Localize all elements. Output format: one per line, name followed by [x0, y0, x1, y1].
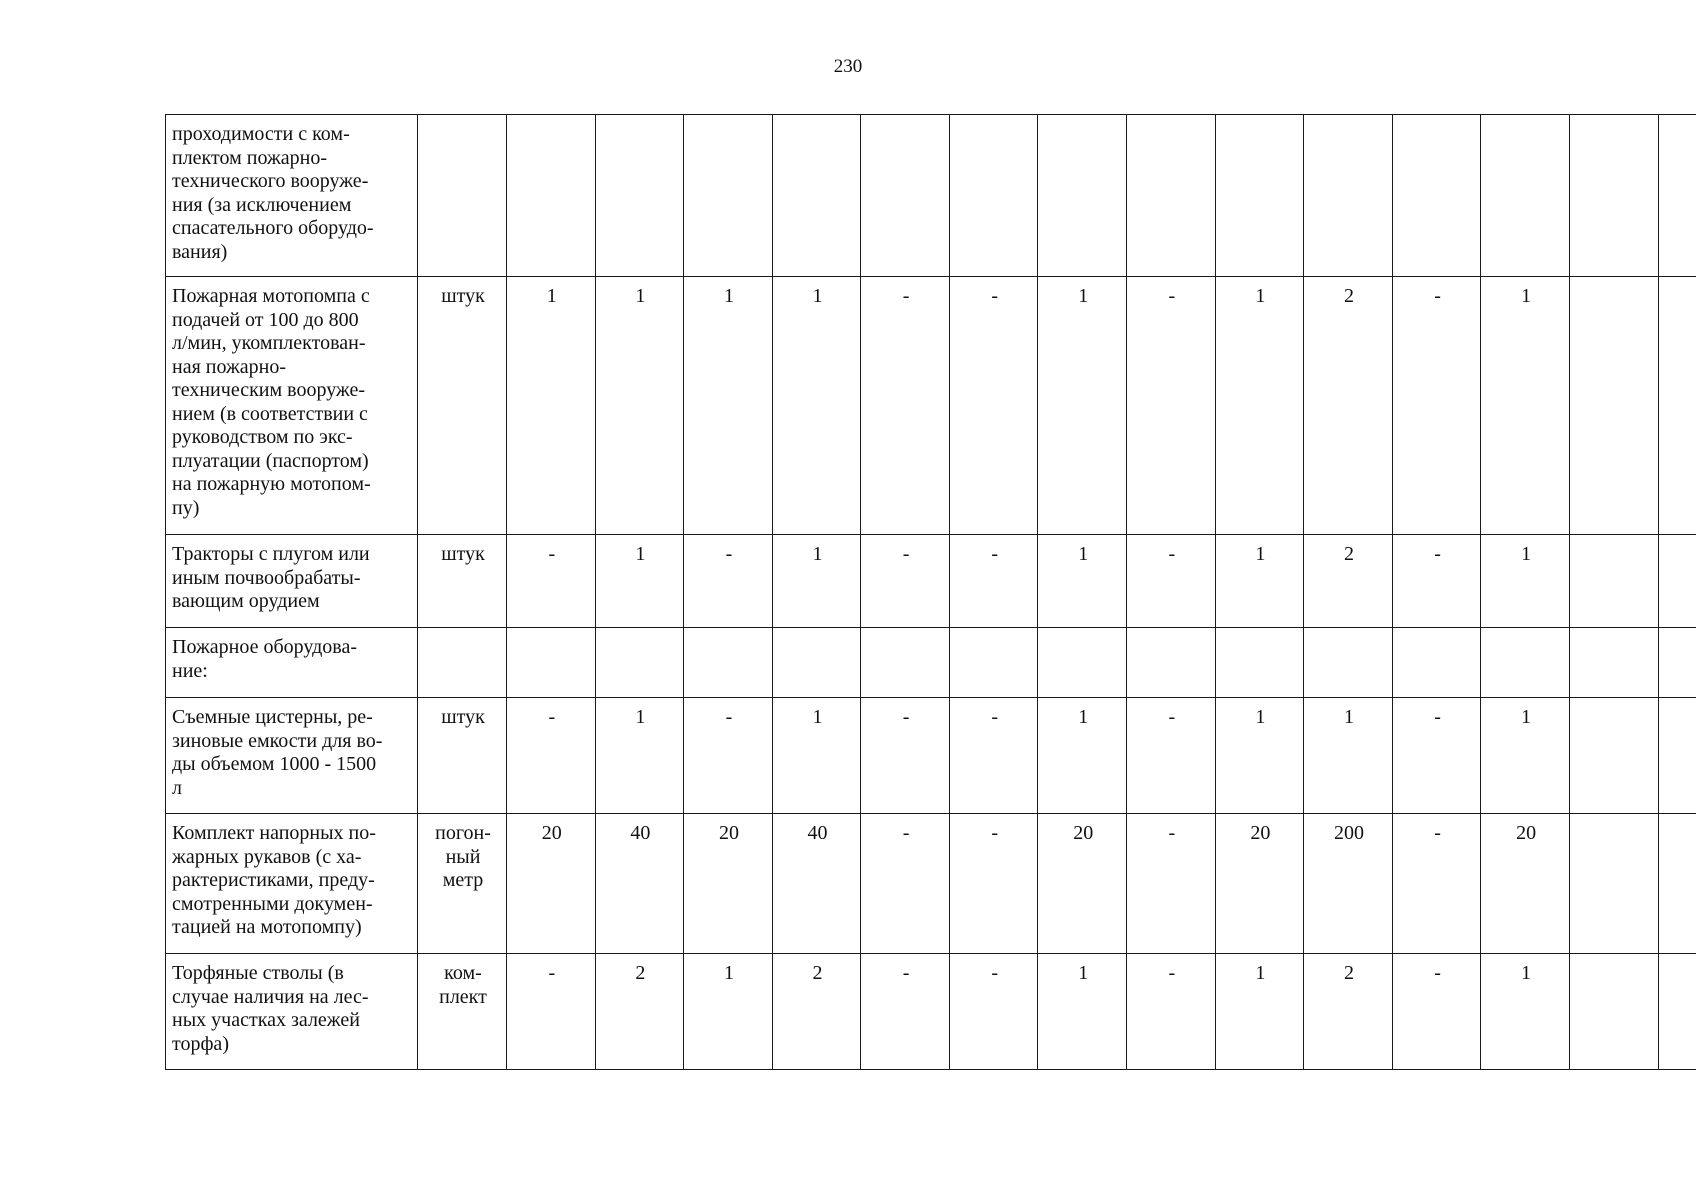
- value-cell: [1127, 628, 1216, 698]
- value-cell: [1392, 628, 1481, 698]
- value-cell: [772, 115, 861, 277]
- value-cell: [1304, 628, 1393, 698]
- value-cell: 1: [684, 277, 773, 535]
- value-cell: -: [507, 535, 596, 628]
- value-cell: 1: [1038, 698, 1127, 814]
- value-cell: [595, 115, 684, 277]
- value-cell: [1569, 814, 1658, 954]
- value-cell: -: [861, 277, 950, 535]
- value-cell: 1: [1215, 954, 1304, 1070]
- value-cell: [1569, 277, 1658, 535]
- item-name-cell: Съемные цистерны, ре- зиновые емкости для во- ды объемом 1000 - 1500 л: [166, 698, 418, 814]
- value-cell: -: [684, 698, 773, 814]
- table-row: [166, 535, 1696, 628]
- table-row: [166, 814, 1696, 954]
- value-cell: -: [1392, 277, 1481, 535]
- value-cell: -: [861, 814, 950, 954]
- value-cell: 20: [684, 814, 773, 954]
- unit-cell: ком- плект: [418, 954, 507, 1070]
- value-cell: [1569, 698, 1658, 814]
- item-name-cell: проходимости с ком- плектом пожарно- технического вооруже- ния (за исключением спасательного оборудо- вания): [166, 115, 418, 277]
- value-cell: 40: [595, 814, 684, 954]
- value-cell: [1569, 628, 1658, 698]
- item-name-cell: Тракторы с плугом или иным почвообрабаты- вающим орудием: [166, 535, 418, 628]
- value-cell: [1658, 954, 1696, 1070]
- value-cell: [1304, 115, 1393, 277]
- table-row: [166, 277, 1696, 535]
- value-cell: 1: [1038, 535, 1127, 628]
- value-cell: [1481, 628, 1570, 698]
- value-cell: 1: [1304, 698, 1393, 814]
- value-cell: [507, 115, 596, 277]
- value-cell: [1215, 115, 1304, 277]
- unit-cell: штук: [418, 535, 507, 628]
- value-cell: 1: [1481, 535, 1570, 628]
- value-cell: [1392, 115, 1481, 277]
- value-cell: -: [507, 954, 596, 1070]
- value-cell: [1569, 115, 1658, 277]
- value-cell: [1658, 115, 1696, 277]
- value-cell: [1215, 628, 1304, 698]
- value-cell: [684, 115, 773, 277]
- value-cell: 1: [507, 277, 596, 535]
- value-cell: -: [949, 277, 1038, 535]
- item-name-cell: Торфяные стволы (в случае наличия на лес- ных участках залежей торфа): [166, 954, 418, 1070]
- value-cell: -: [507, 698, 596, 814]
- value-cell: [949, 628, 1038, 698]
- value-cell: 1: [595, 535, 684, 628]
- value-cell: -: [1127, 277, 1216, 535]
- value-cell: 1: [595, 698, 684, 814]
- value-cell: 1: [772, 535, 861, 628]
- unit-cell: штук: [418, 698, 507, 814]
- equipment-table: [165, 114, 1696, 1070]
- value-cell: 1: [1215, 535, 1304, 628]
- value-cell: [1658, 698, 1696, 814]
- value-cell: [1481, 115, 1570, 277]
- unit-cell: погон- ный метр: [418, 814, 507, 954]
- value-cell: [1658, 535, 1696, 628]
- table-body: [166, 115, 1696, 1070]
- value-cell: 2: [772, 954, 861, 1070]
- table-row: [166, 628, 1696, 698]
- value-cell: -: [949, 954, 1038, 1070]
- value-cell: 1: [1481, 698, 1570, 814]
- item-name-cell: Комплект напорных по- жарных рукавов (с ха- рактеристиками, преду- смотренными докумен- тацией на мотопомпу): [166, 814, 418, 954]
- value-cell: [1658, 628, 1696, 698]
- table-row: [166, 698, 1696, 814]
- value-cell: 20: [1038, 814, 1127, 954]
- value-cell: -: [1127, 814, 1216, 954]
- value-cell: 1: [1215, 698, 1304, 814]
- value-cell: 1: [772, 698, 861, 814]
- value-cell: -: [861, 954, 950, 1070]
- value-cell: -: [1392, 814, 1481, 954]
- value-cell: 1: [684, 954, 773, 1070]
- value-cell: -: [1392, 954, 1481, 1070]
- value-cell: [1127, 115, 1216, 277]
- unit-cell: [418, 115, 507, 277]
- value-cell: -: [861, 535, 950, 628]
- item-name-cell: Пожарная мотопомпа с подачей от 100 до 800 л/мин, укомплектован- ная пожарно- техническим вооруже- нием (в соответствии с руководством по экс- плуатации (паспортом) на пожарную мотопом- пу): [166, 277, 418, 535]
- value-cell: 2: [595, 954, 684, 1070]
- value-cell: [507, 628, 596, 698]
- value-cell: [861, 115, 950, 277]
- value-cell: [772, 628, 861, 698]
- value-cell: 1: [1038, 954, 1127, 1070]
- value-cell: 40: [772, 814, 861, 954]
- value-cell: 1: [1038, 277, 1127, 535]
- value-cell: -: [684, 535, 773, 628]
- value-cell: 2: [1304, 277, 1393, 535]
- page-number: 230: [833, 56, 863, 77]
- value-cell: [1658, 814, 1696, 954]
- unit-cell: штук: [418, 277, 507, 535]
- table-row: [166, 954, 1696, 1070]
- value-cell: [1038, 115, 1127, 277]
- value-cell: 20: [507, 814, 596, 954]
- value-cell: -: [1127, 698, 1216, 814]
- value-cell: [949, 115, 1038, 277]
- table-row: [166, 115, 1696, 277]
- value-cell: 1: [1481, 277, 1570, 535]
- value-cell: -: [949, 814, 1038, 954]
- value-cell: [595, 628, 684, 698]
- value-cell: -: [1392, 535, 1481, 628]
- value-cell: -: [949, 535, 1038, 628]
- value-cell: -: [1127, 954, 1216, 1070]
- value-cell: -: [1392, 698, 1481, 814]
- value-cell: 1: [772, 277, 861, 535]
- value-cell: 1: [1215, 277, 1304, 535]
- item-name-cell: Пожарное оборудова- ние:: [166, 628, 418, 698]
- value-cell: [1569, 954, 1658, 1070]
- value-cell: -: [949, 698, 1038, 814]
- value-cell: [1569, 535, 1658, 628]
- value-cell: [861, 628, 950, 698]
- value-cell: 20: [1215, 814, 1304, 954]
- value-cell: 1: [595, 277, 684, 535]
- value-cell: 200: [1304, 814, 1393, 954]
- value-cell: 20: [1481, 814, 1570, 954]
- value-cell: -: [861, 698, 950, 814]
- value-cell: -: [1127, 535, 1216, 628]
- value-cell: [684, 628, 773, 698]
- value-cell: 1: [1481, 954, 1570, 1070]
- unit-cell: [418, 628, 507, 698]
- value-cell: [1658, 277, 1696, 535]
- value-cell: 2: [1304, 535, 1393, 628]
- value-cell: 2: [1304, 954, 1393, 1070]
- value-cell: [1038, 628, 1127, 698]
